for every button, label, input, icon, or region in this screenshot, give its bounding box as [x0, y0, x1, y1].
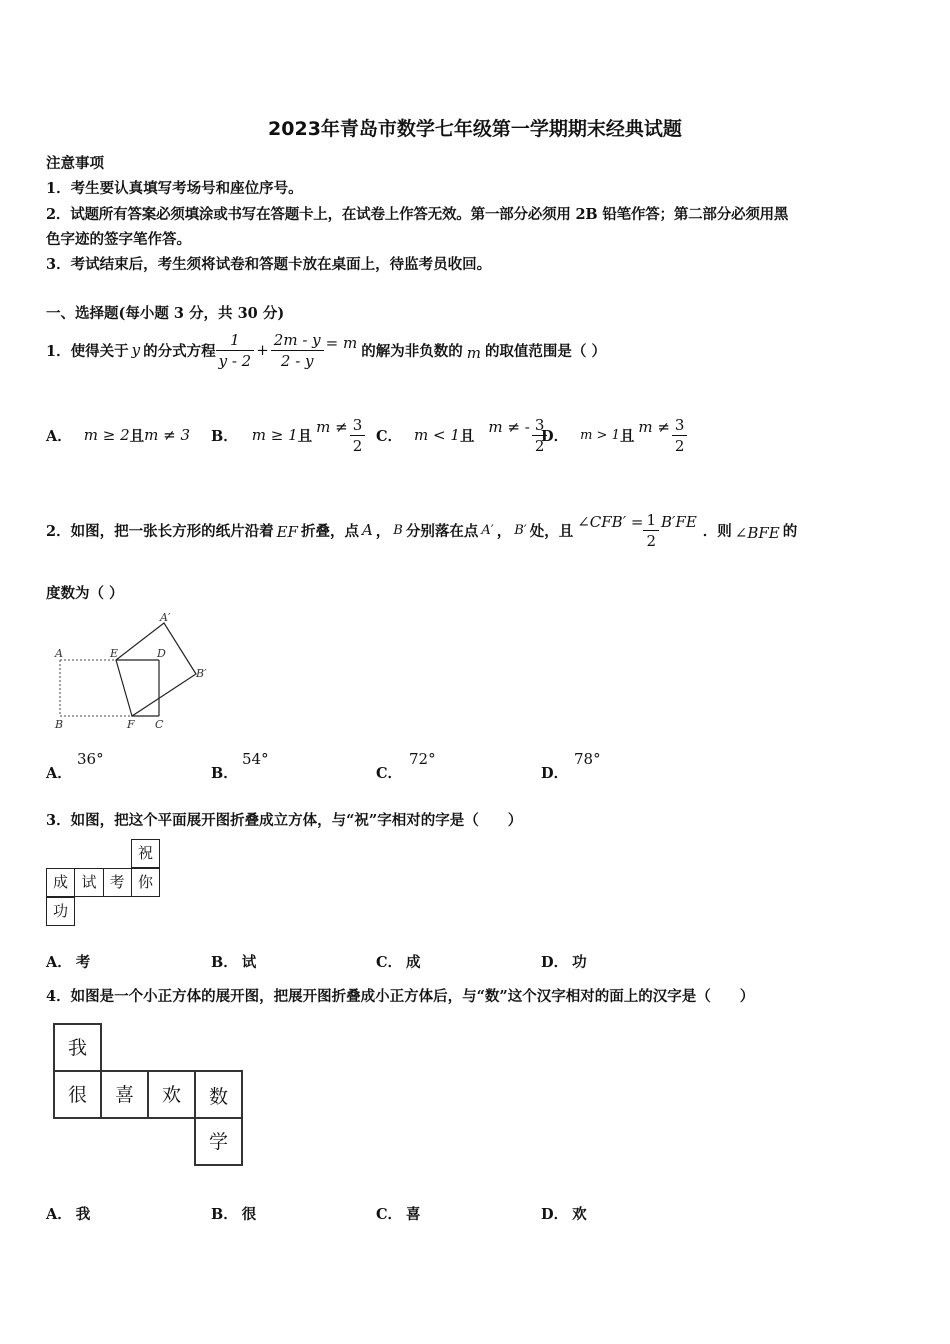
q1-f1-denominator: y - 2 — [218, 351, 252, 370]
q2-line2: 度数为（ ） — [46, 585, 124, 602]
q1-var-m: m — [466, 344, 481, 362]
q1-prefix: 1．使得关于 — [46, 342, 129, 360]
q2-t4: ．则 — [702, 522, 732, 540]
q4-option-d-label: D． — [541, 1206, 569, 1223]
q2-option-b-label: B． — [211, 765, 238, 782]
question-1 — [46, 325, 606, 375]
q1-option-d-part2: m ≠ — [638, 418, 670, 436]
q3-option-b[interactable] — [211, 951, 256, 972]
q4-option-a-value: 我 — [75, 1206, 91, 1223]
q3-option-b-value: 试 — [241, 954, 257, 971]
q1-option-b-label: B． — [211, 427, 238, 445]
q1-option-d-part1: m > 1 — [580, 427, 620, 443]
label-e: E — [110, 647, 119, 660]
q1-option-d-fraction — [672, 415, 688, 456]
q3-option-c-value: 成 — [406, 954, 421, 971]
q1-option-b-part2: m ≠ — [316, 418, 348, 436]
q1-option-b-num: 3 — [352, 415, 363, 434]
q1-option-d-label: D． — [541, 427, 569, 445]
q1-option-a-and: 且 — [129, 427, 145, 445]
q4-cell-huan: 欢 — [147, 1070, 196, 1119]
folded-quadrilateral — [116, 623, 196, 716]
q3-option-d-label: D． — [541, 954, 569, 971]
notice-heading: 注意事项 — [46, 155, 104, 172]
q1-fraction-2 — [271, 330, 324, 371]
q3-option-d[interactable] — [541, 951, 587, 972]
q2-angle-question: ∠BFE — [734, 524, 780, 542]
q2-option-c-value: 72° — [409, 750, 436, 768]
q3-cell-gong: 功 — [46, 897, 75, 926]
q3-cell-cheng: 成 — [46, 868, 75, 897]
q2-option-b-value: 54° — [242, 750, 269, 768]
q1-mid1: 的分式方程 — [143, 342, 216, 360]
q1-option-c-part2: m ≠ - — [488, 418, 530, 436]
q1-option-a-part2: m ≠ 3 — [144, 426, 191, 444]
q3-option-a[interactable] — [46, 951, 90, 972]
q2-angle-right: B′FE — [660, 513, 697, 531]
label-a: A — [55, 647, 63, 660]
q2-option-a-value: 36° — [77, 750, 104, 768]
q2-point-b: B — [393, 522, 403, 538]
q4-cell-wo: 我 — [53, 1023, 102, 1072]
q3-cell-kao: 考 — [103, 868, 132, 897]
q1-option-d[interactable] — [541, 410, 687, 460]
q1-option-b[interactable] — [211, 410, 365, 460]
q2-comma2: ， — [496, 522, 512, 540]
q1-option-c-num: 3 — [534, 415, 545, 434]
q2-point-a: A — [361, 521, 373, 539]
q4-cell-shu: 数 — [194, 1070, 243, 1119]
q4-option-d[interactable] — [541, 1203, 587, 1224]
label-c: C — [155, 718, 164, 731]
q1-option-d-num: 3 — [674, 415, 685, 434]
q1-option-c[interactable] — [376, 410, 547, 460]
q3-cell-shi: 试 — [75, 868, 104, 897]
label-a-prime: A′ — [160, 611, 171, 624]
q2-t5: 的 — [782, 522, 798, 540]
q1-option-b-den: 2 — [350, 435, 366, 456]
question-2 — [46, 505, 797, 555]
q1-option-a-part1: m ≥ 2 — [83, 426, 130, 444]
q3-option-a-label: A． — [46, 954, 72, 971]
q4-option-a-label: A． — [46, 1206, 72, 1223]
q2-comma1: ， — [375, 522, 391, 540]
q1-f2-denominator: 2 - y — [280, 351, 314, 370]
q2-point-b-prime: B′ — [514, 522, 527, 538]
q1-option-d-den: 2 — [672, 435, 688, 456]
q4-option-b[interactable] — [211, 1203, 256, 1224]
q1-mid2: 的解为非负数的 — [361, 342, 463, 360]
q1-option-b-and: 且 — [297, 427, 313, 445]
q4-option-c-value: 喜 — [406, 1206, 421, 1223]
q2-option-d-label: D． — [541, 765, 569, 782]
q2-t3: 处，且 — [529, 522, 574, 540]
q4-option-d-value: 欢 — [572, 1206, 587, 1223]
q1-var-y: y — [131, 341, 141, 359]
q3-option-a-value: 考 — [75, 954, 91, 971]
q4-cube-net — [53, 1023, 248, 1169]
q1-f1-numerator: 1 — [216, 330, 255, 351]
notice-item-1: 1．考生要认真填写考场号和座位序号。 — [46, 180, 303, 197]
q1-plus: + — [256, 341, 269, 359]
q4-cell-xue: 学 — [194, 1117, 243, 1166]
q1-option-d-and: 且 — [619, 427, 635, 445]
page-title: 2023年青岛市数学七年级第一学期期末经典试题 — [268, 118, 682, 140]
notice-item-3: 3．考试结束后，考生须将试卷和答题卡放在桌面上，待监考员收回。 — [46, 256, 492, 273]
q2-option-a-label: A． — [46, 765, 72, 782]
q1-option-c-and: 且 — [459, 427, 475, 445]
q3-cell-zhu: 祝 — [131, 839, 160, 868]
q1-suffix: 的取值范围是（ ） — [484, 342, 606, 360]
q1-option-a[interactable] — [46, 410, 190, 460]
q3-option-b-label: B． — [211, 954, 238, 971]
q4-option-a[interactable] — [46, 1203, 90, 1224]
q4-option-b-label: B． — [211, 1206, 238, 1223]
section-heading: 一、选择题(每小题 3 分，共 30 分) — [46, 305, 285, 322]
q3-cube-net — [46, 839, 166, 929]
q2-prefix: 2．如图，把一张长方形的纸片沿着 — [46, 522, 274, 540]
q2-point-a-prime: A′ — [481, 522, 494, 538]
question-4: 4．如图是一个小正方体的展开图，把展开图折叠成小正方体后，与“数”这个汉字相对的面上的汉字是（ ） — [46, 988, 755, 1005]
q4-option-c-label: C． — [376, 1206, 403, 1223]
q2-t2: 分别落在点 — [405, 522, 479, 540]
q2-ef: EF — [276, 523, 298, 541]
q1-option-a-label: A． — [46, 427, 72, 445]
notice-item-2: 2．试题所有答案必须填涂或书写在答题卡上，在试卷上作答无效。第一部分必须用 2B 铅笔作答；第二部分必须用黑 — [46, 206, 789, 223]
q3-option-d-value: 功 — [572, 954, 587, 971]
q1-option-b-fraction — [350, 415, 366, 456]
q4-option-c[interactable] — [376, 1203, 421, 1224]
notice-item-2-cont: 色字迹的签字笔作答。 — [46, 231, 191, 248]
q1-option-c-part1: m < 1 — [414, 426, 460, 444]
q1-equals-m: = m — [325, 334, 358, 352]
q1-f2-numerator: 2m - y — [271, 330, 324, 351]
q2-fraction-den: 2 — [646, 531, 656, 550]
q4-cell-xi: 喜 — [100, 1070, 149, 1119]
q2-option-c-label: C． — [376, 765, 403, 782]
q3-option-c[interactable] — [376, 951, 421, 972]
q1-option-b-part1: m ≥ 1 — [251, 426, 298, 444]
q3-option-c-label: C． — [376, 954, 403, 971]
q4-option-b-value: 很 — [241, 1206, 257, 1223]
question-3: 3．如图，把这个平面展开图折叠成立方体，与“祝”字相对的字是（ ） — [46, 812, 523, 829]
q2-option-d-value: 78° — [574, 750, 601, 768]
label-b: B — [55, 718, 64, 731]
q2-fold-figure — [46, 608, 226, 733]
label-b-prime: B′ — [196, 667, 207, 680]
q1-fraction-1 — [216, 330, 255, 371]
q3-cell-ni: 你 — [131, 868, 160, 897]
label-f: F — [127, 718, 135, 731]
q1-option-c-label: C． — [376, 427, 403, 445]
q2-fraction — [643, 510, 659, 551]
q1-option-c-den: 2 — [532, 435, 548, 456]
q2-t1: 折叠，点 — [300, 522, 359, 540]
label-d: D — [157, 647, 166, 660]
q2-angle-left: ∠CFB′ = — [577, 513, 644, 531]
q4-cell-hen: 很 — [53, 1070, 102, 1119]
q2-fraction-num: 1 — [643, 510, 659, 531]
